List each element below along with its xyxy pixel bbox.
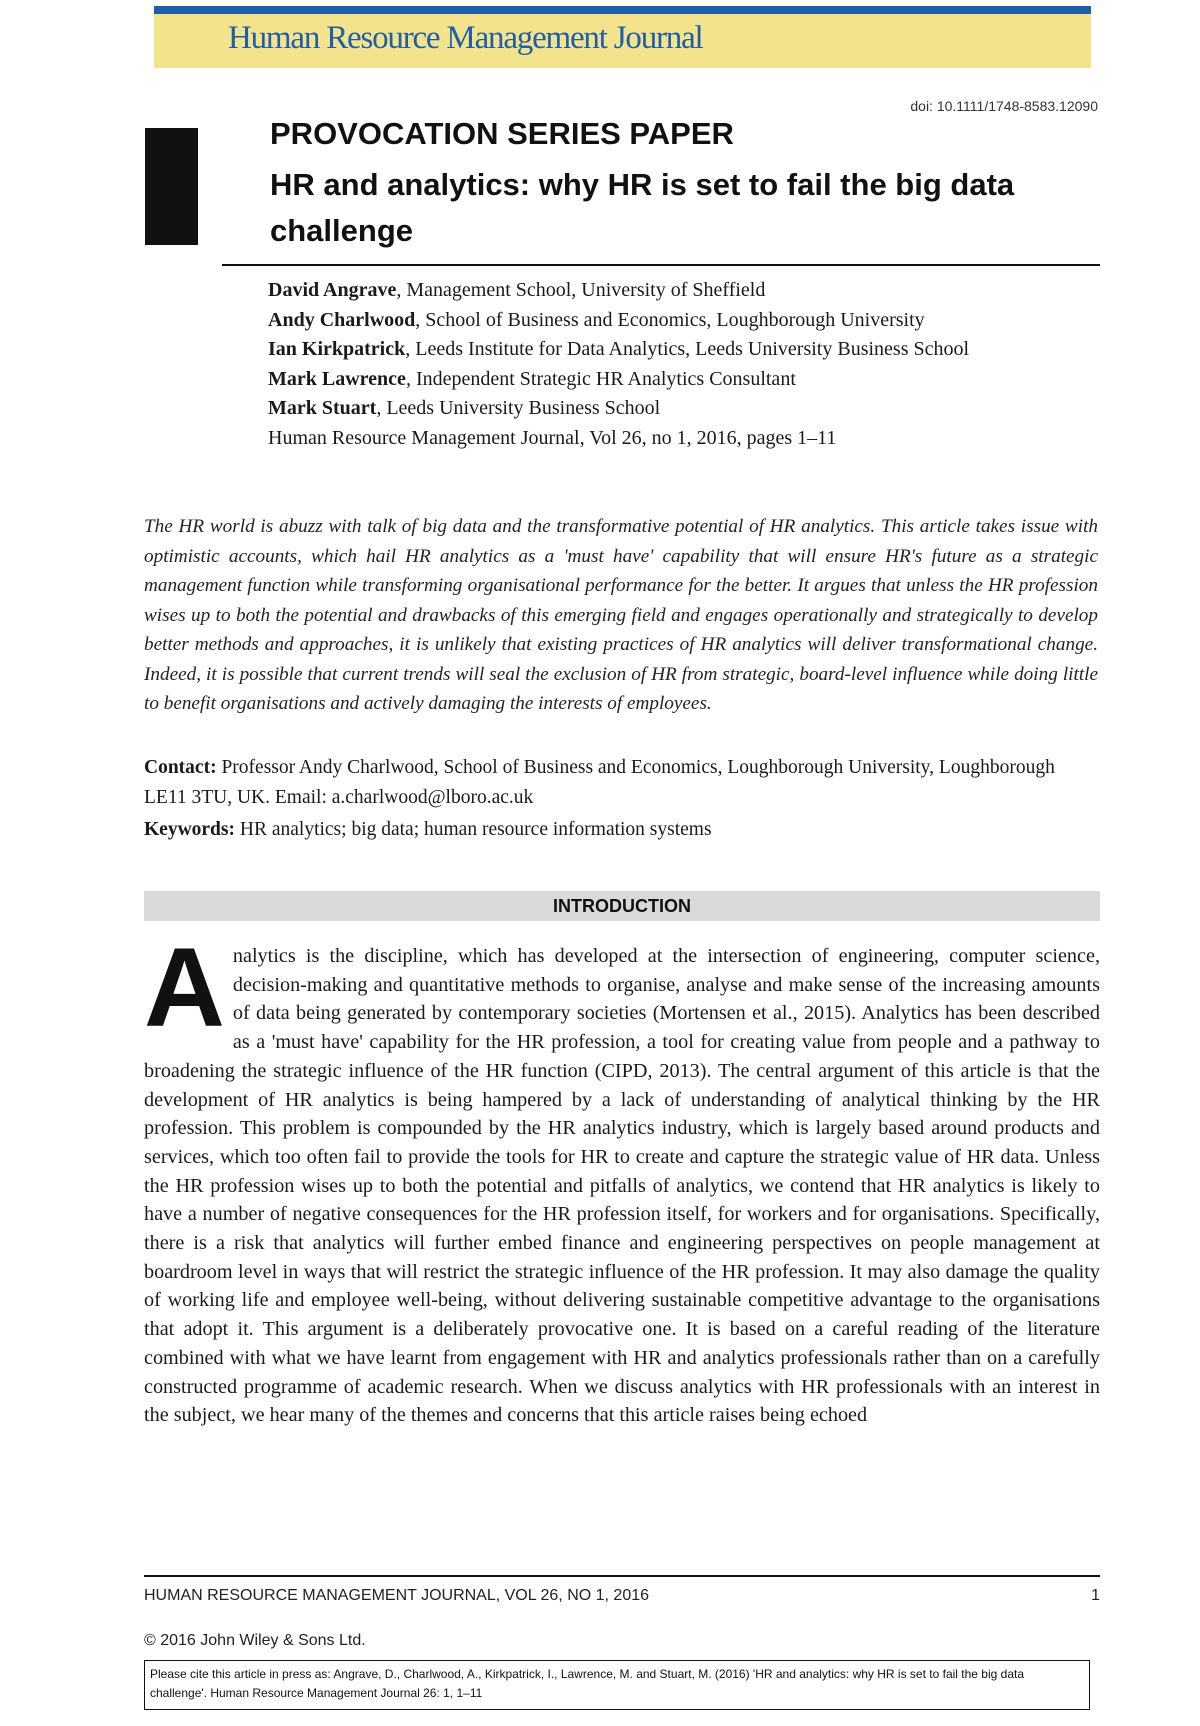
abstract: The HR world is abuzz with talk of big data and the transformative potential of HR analytics. This article takes issue with optimistic accounts, which hail HR analytics as a 'must have' capability that will ensure HR's future as a strategic management function while transforming organisational performance for the better. It argues that unless the HR profession wises up to both the potential and drawbacks of this emerging field and engages operationally and strategically to develop better methods and approaches, it is unlikely that existing practices of HR analytics will deliver transformational change. Indeed, it is possible that current trends will seal the exclusion of HR from strategic, board-level influence while doing little to benefit organisations and actively damaging the interests of employees.: [144, 516, 1098, 714]
article-title: HR and analytics: why HR is set to fail the big data challenge: [270, 167, 1015, 248]
contact-text[interactable]: Professor Andy Charlwood, School of Business and Economics, Loughborough University, Loughborough LE11 3TU, UK. Email: a.charlwood@lboro.ac.uk: [144, 757, 1055, 808]
citation-line: Human Resource Management Journal, Vol 26, no 1, 2016, pages 1–11: [268, 426, 837, 449]
journal-title: Human Resource Management Journal: [228, 20, 703, 56]
series-label: PROVOCATION SERIES PAPER: [270, 116, 734, 151]
title-divider: [222, 264, 1100, 266]
author-name: David Angrave: [268, 279, 397, 301]
author-entry: [268, 306, 1108, 336]
footer-divider: [144, 1575, 1100, 1577]
drop-cap: A: [144, 925, 225, 1050]
journal-banner-top-stripe: [154, 6, 1091, 14]
author-name: Mark Lawrence: [268, 367, 406, 390]
contact-info: [144, 753, 1098, 813]
author-affiliation: , Leeds University Business School: [376, 397, 661, 419]
author-affiliation: , Leeds Institute for Data Analytics, Leeds University Business School: [405, 338, 970, 360]
author-list: [268, 276, 1108, 453]
page-number: 1: [1091, 1587, 1100, 1604]
author-entry: [268, 365, 1108, 395]
section-heading: INTRODUCTION: [553, 896, 691, 916]
copyright: © 2016 John Wiley & Sons Ltd.: [144, 1632, 366, 1649]
author-name: Ian Kirkpatrick: [268, 338, 406, 360]
footer-journal-line: HUMAN RESOURCE MANAGEMENT JOURNAL, VOL 26, NO 1, 2016: [144, 1587, 650, 1604]
body-paragraph: [144, 925, 1100, 1430]
author-affiliation: , School of Business and Economics, Loughborough University: [415, 308, 925, 331]
title-marker-bar: [145, 128, 198, 245]
doi-link[interactable]: doi: 10.1111/1748-8583.12090: [910, 98, 1098, 114]
keywords-label: Keywords:: [144, 819, 235, 840]
author-name: Andy Charlwood: [268, 308, 416, 331]
contact-label: Contact:: [144, 757, 217, 778]
author-affiliation: , Independent Strategic HR Analytics Consultant: [405, 367, 796, 390]
cite-notice-box: Please cite this article in press as: Angrave, D., Charlwood, A., Kirkpatrick, I., Lawrence, M. and Stuart, M. (2016) 'HR and analytics: why HR is set to fail the big data challenge'. Human Resource Management Journal 26: 1, 1–11: [144, 1660, 1090, 1710]
author-entry: [268, 276, 1108, 306]
author-name: Mark Stuart: [268, 397, 377, 419]
author-entry: [268, 394, 1108, 424]
body-text: nalytics is the discipline, which has developed at the intersection of engineering, computer science, decision-making and quantitative methods to organise, analyse and make sense of the increasing amounts of data being generated by contemporary societies (Mortensen et al., 2015). Analytics has been described as a 'must have' capability for the HR profession, a tool for creating value from people and a pathway to broadening the strategic influence of the HR function (CIPD, 2013). The central argument of this article is that the development of HR analytics is being hampered by a lack of understanding of analytical thinking by the HR profession. This problem is compounded by the HR analytics industry, which is largely based around products and services, which too often fail to provide the tools for HR to create and capture the strategic value of HR data. Unless the HR profession wises up to both the potential and pitfalls of analytics, we contend that HR analytics is likely to have a number of negative consequences for the HR profession itself, for workers and for organisations. Specifically, there is a risk that analytics will further embed finance and engineering perspectives on people management at boardroom level in ways that will restrict the strategic influence of the HR profession. It may also damage the quality of working life and employee well-being, without delivering sustainable competitive advantage to the organisations that adopt it. This argument is a deliberately provocative one. It is based on a careful reading of the literature combined with what we have learnt from engagement with HR and analytics professionals rather than on a carefully constructed programme of academic research. When we discuss analytics with HR professionals with an interest in the subject, we hear many of the themes and concerns that this article raises being echoed: [144, 945, 1100, 1427]
keywords-text: HR analytics; big data; human resource information systems: [235, 819, 712, 840]
author-entry: [268, 335, 1108, 365]
author-affiliation: , Management School, University of Sheffield: [396, 279, 766, 301]
keywords: [144, 815, 1098, 845]
